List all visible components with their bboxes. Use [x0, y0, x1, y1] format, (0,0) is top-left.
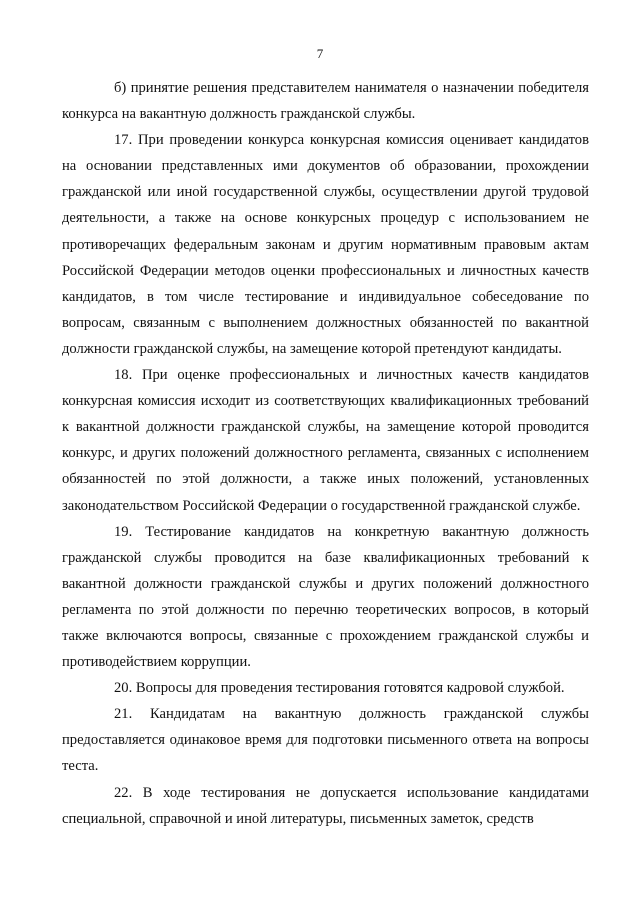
paragraph-20: 20. Вопросы для проведения тестирования готовятся кадровой службой.: [114, 680, 565, 697]
paragraph-19: 19. Тестирование кандидатов на конкретную вакантную должность гражданской службы проводится на базе квалификационных требований к вакантной должности гражданской службы и других положений должностного регламента по этой должности по перечню теоретических вопросов, в который также включаются вопросы, связанные с прохождением гражданской службы и противодействием коррупции.: [62, 523, 589, 671]
paragraph-b-decision: б) принятие решения представителем нанимателя о назначении победителя конкурса на вакантную должность гражданской службы.: [62, 80, 589, 123]
paragraph-18: 18. При оценке профессиональных и личностных качеств кандидатов конкурсная комиссия исходит из соответствующих квалификационных требований к вакантной должности гражданской службы, на замещение которой проводится конкурс, и других положений должностного регламента, связанных с исполнением обязанностей по этой должности, а также иных положений, установленных законодательством Российской Федерации о государственной гражданской службе.: [62, 367, 589, 514]
paragraph-17: 17. При проведении конкурса конкурсная комиссия оценивает кандидатов на основании представленных ими документов об образовании, прохождении гражданской или иной государственной службы, осуществлении другой трудовой деятельности, а также на основе конкурсных процедур с использованием не противоречащих федеральным законам и другим нормативным правовым актам Российской Федерации методов оценки профессиональных и личностных качеств кандидатов, в том числе тестирование и индивидуальное собеседование по вопросам, связанным с выполнением должностных обязанностей по вакантной должности гражданской службы, на замещение которой претендуют кандидаты.: [62, 132, 589, 357]
paragraph-21: 21. Кандидатам на вакантную должность гражданской службы предоставляется одинаковое время для подготовки письменного ответа на вопросы теста.: [62, 706, 589, 775]
document-text: [62, 75, 589, 832]
page-number: 7: [316, 46, 324, 61]
paragraph-22: 22. В ходе тестирования не допускается использование кандидатами специальной, справочной и иной литературы, письменных заметок, средств: [62, 784, 589, 827]
